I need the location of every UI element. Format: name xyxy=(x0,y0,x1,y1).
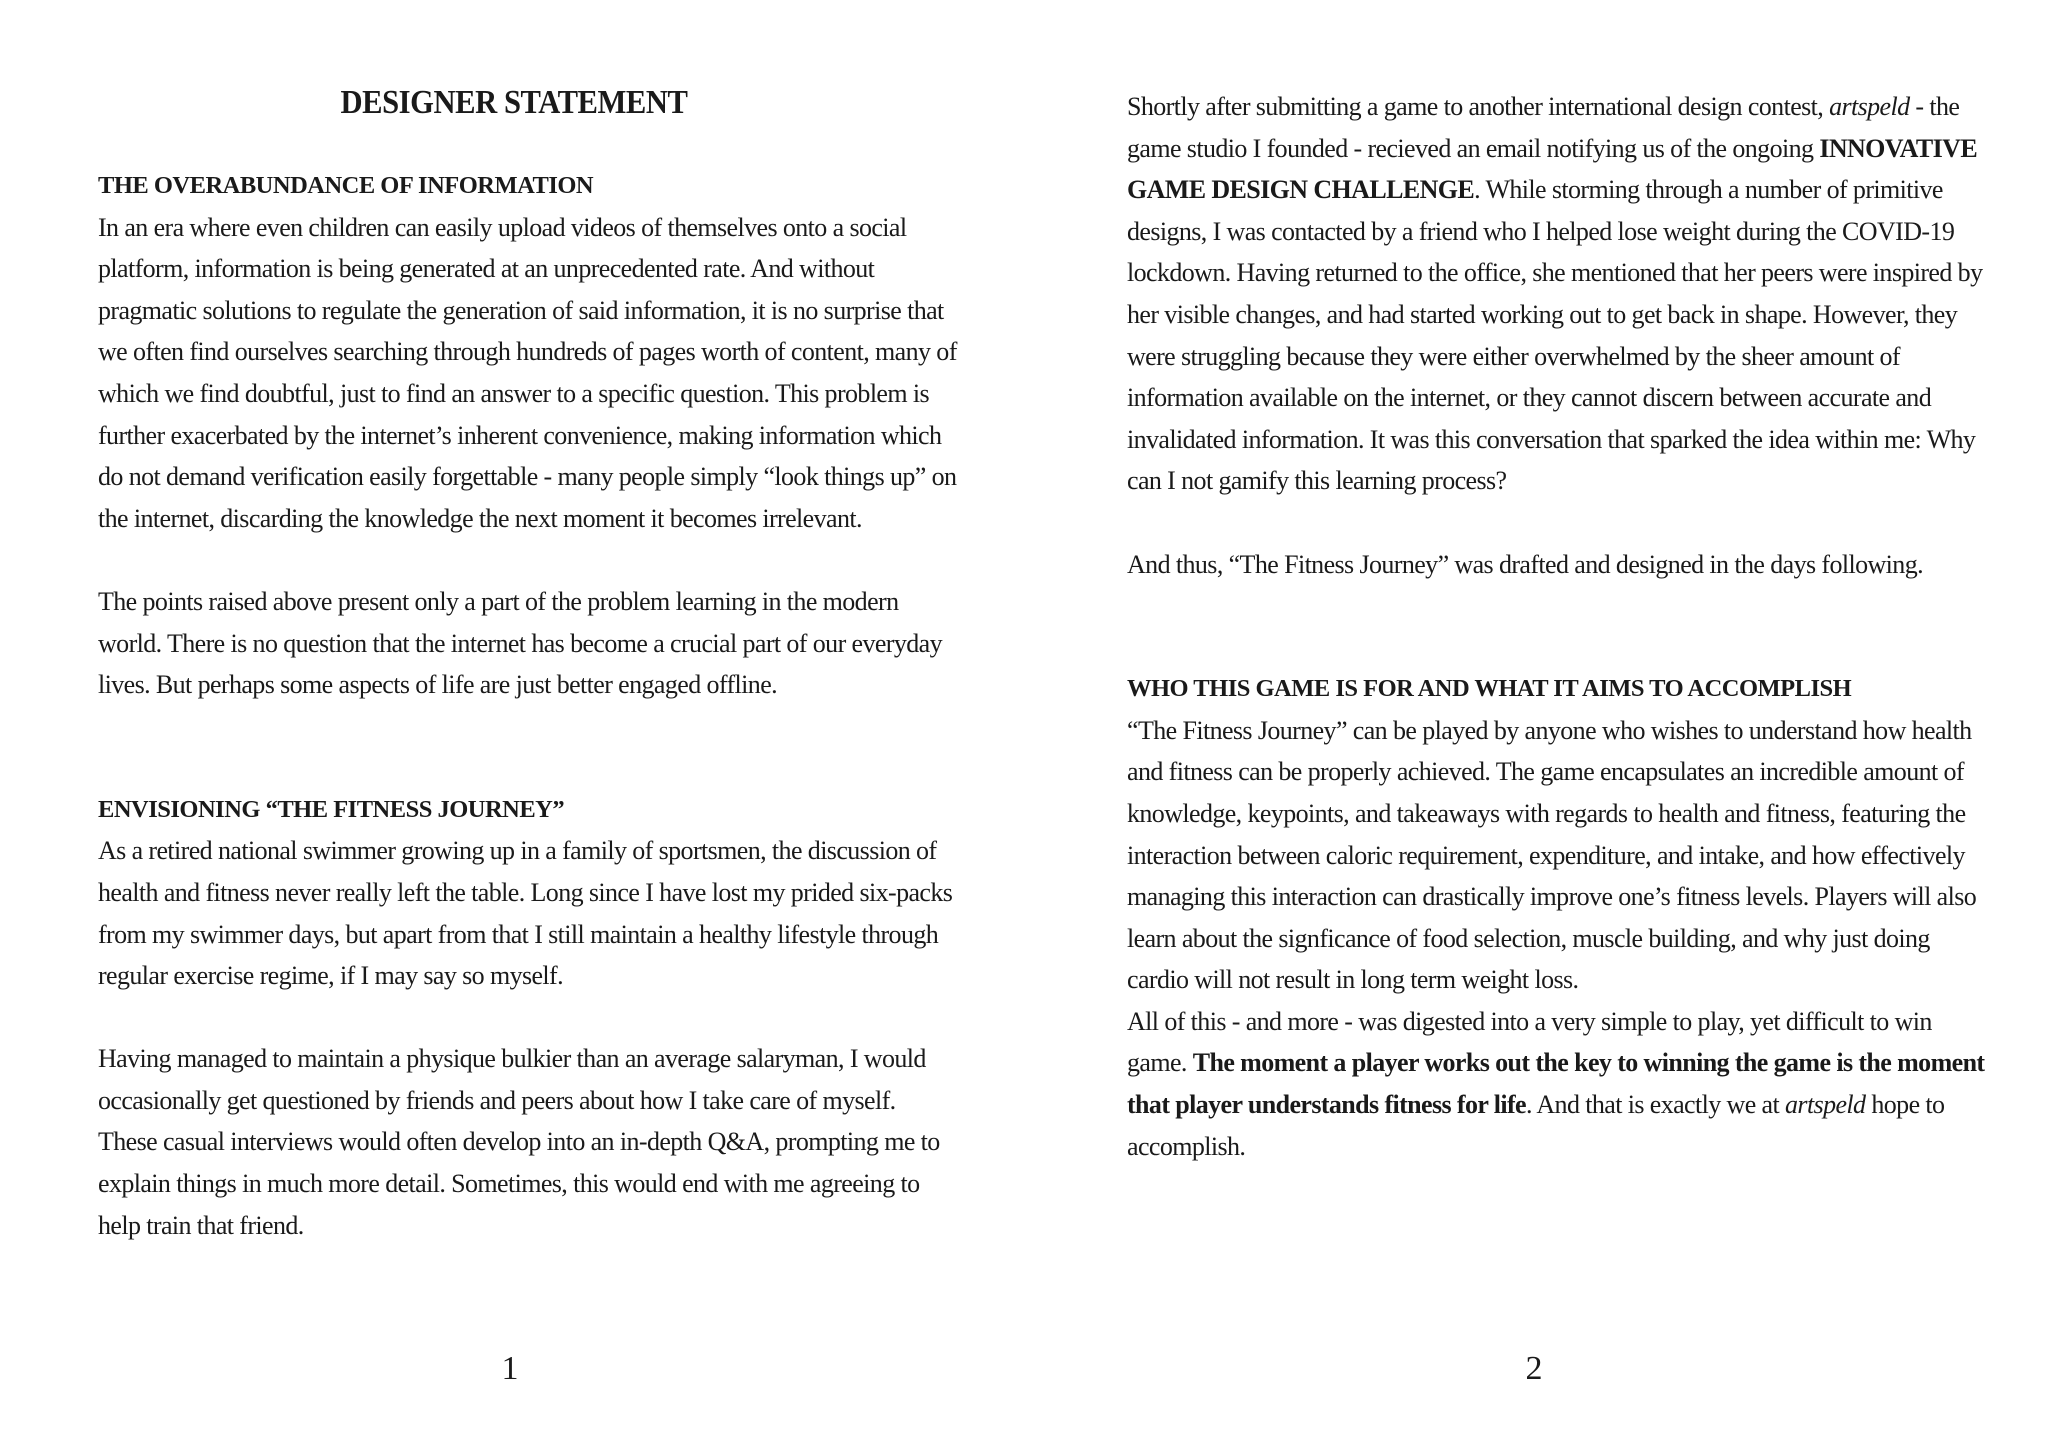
text-run: hope to accomplish. xyxy=(1127,1090,1945,1161)
paragraph xyxy=(1127,86,1987,502)
paragraph: “The Fitness Journey” can be played by anyone who wishes to understand how health and fitness can be properly achieved. The game encapsulates an incredible amount of knowledge, keypoints, and takeaways with regards to health and fitness, featuring the interaction between caloric requirement, expenditure, and intake, and how effectively managing this interaction can drastically improve one’s fitness levels. Players will also learn about the signficance of food selection, muscle building, and why just doing cardio will not result in long term weight loss. xyxy=(1127,715,1977,995)
text-run: Shortly after submitting a game to another international design contest, xyxy=(1127,92,1830,121)
paragraph: As a retired national swimmer growing up in a family of sportsmen, the discussion of health and fitness never really left the table. Long since I have lost my prided six-packs from my swimmer days, but apart from that I still maintain a healthy lifestyle through regular exercise regime, if I may say so myself. xyxy=(98,836,953,991)
page-1-body xyxy=(98,165,958,1246)
section-heading-envisioning: ENVISIONING “THE FITNESS JOURNEY” xyxy=(98,795,565,823)
paragraph xyxy=(1127,1001,1987,1167)
text-run: All of this - and more - was digested into a very simple to play, yet difficult to win game. xyxy=(1127,1006,1932,1078)
studio-name: artspeld xyxy=(1785,1090,1866,1120)
section-heading-who-this-game-is-for: WHO THIS GAME IS FOR AND WHAT IT AIMS TO ACCOMPLISH xyxy=(1127,675,1852,703)
challenge-name: INNOVATIVE GAME DESIGN CHALLENGE xyxy=(1127,133,1978,205)
text-run: . And that is exactly we at xyxy=(1526,1090,1786,1120)
text-run: . While storming through a number of primitive designs, I was contacted by a friend who I helped lose weight during the COVID-19 lockdown. Having returned to the office, she mentioned that her peers were inspired by her visible changes, and had started working out to get back in shape. However, they were struggling because they were either overwhelmed by the sheer amount of information available on the internet, or they cannot discern between accurate and invalidated information. It was this conversation that sparked the idea within me: Why can I not gamify this learning process? xyxy=(1127,175,1983,496)
page-2 xyxy=(1024,0,2048,1448)
paragraph: In an era where even children can easily upload videos of themselves onto a social platform, information is being generated at an unprecedented rate. And without pragmatic solutions to regulate the generation of said information, it is no surprise that we often find ourselves searching through hundreds of pages worth of content, many of which we find doubtful, just to find an answer to a specific question. This problem is further exacerbated by the internet’s inherent convenience, making information which do not demand verification easily forgettable - many people simply “look things up” on the internet, discarding the knowledge the next moment it becomes irrelevant. xyxy=(98,212,957,533)
paragraph: The points raised above present only a part of the problem learning in the modern world. There is no question that the internet has become a crucial part of our everyday lives. But perhaps some aspects of life are just better engaged offline. xyxy=(98,586,943,700)
studio-name: artspeld xyxy=(1829,92,1910,121)
page-2-body xyxy=(1127,86,1987,1167)
section-heading-overabundance: THE OVERABUNDANCE OF INFORMATION xyxy=(98,172,594,199)
page-number: 2 xyxy=(1525,1350,1543,1387)
document-title: DESIGNER STATEMENT xyxy=(340,84,688,121)
key-statement: The moment a player works out the key to winning the game is the moment that player understands fitness for life xyxy=(1127,1048,1985,1120)
text-run: - the game studio I founded - recieved an email notifying us of the ongoing xyxy=(1127,92,1960,163)
paragraph: Having managed to maintain a physique bulkier than an average salaryman, I would occasionally get questioned by friends and peers about how I take care of myself. These casual interviews would often develop into an in-depth Q&A, prompting me to explain things in much more detail. Sometimes, this would end with me agreeing to help train that friend. xyxy=(98,1044,940,1240)
paragraph: And thus, “The Fitness Journey” was drafted and designed in the days following. xyxy=(1127,549,1923,579)
page-number: 1 xyxy=(501,1350,519,1387)
